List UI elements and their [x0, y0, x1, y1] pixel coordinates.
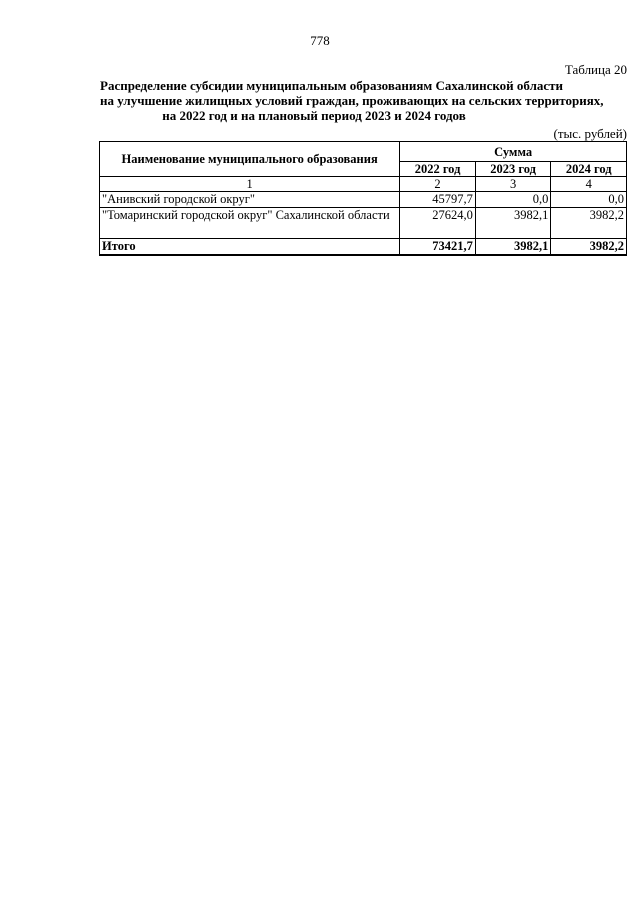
column-index-row	[100, 177, 627, 192]
total-2024: 3982,2	[551, 239, 627, 256]
document-title	[100, 78, 604, 123]
title-line-2: на улучшение жилищных условий граждан, проживающих на сельских территориях,	[100, 93, 604, 108]
amount-2024: 3982,2	[551, 208, 627, 239]
column-index: 2	[400, 177, 476, 192]
total-2022: 73421,7	[400, 239, 476, 256]
header-municipality: Наименование муниципального образования	[100, 142, 400, 177]
header-sum: Сумма	[400, 142, 627, 162]
header-year-2022: 2022 год	[400, 162, 476, 177]
total-label: Итого	[100, 239, 400, 256]
header-year-2024: 2024 год	[551, 162, 627, 177]
amount-2022: 27624,0	[400, 208, 476, 239]
table-label: Таблица 20	[564, 62, 627, 77]
municipality-name: "Анивский городской округ"	[100, 192, 400, 208]
amount-2023: 3982,1	[475, 208, 551, 239]
column-index: 1	[100, 177, 400, 192]
municipality-name: "Томаринский городской округ" Сахалинской области	[100, 208, 400, 239]
column-index: 4	[551, 177, 627, 192]
table-row	[100, 208, 627, 239]
total-2023: 3982,1	[475, 239, 551, 256]
title-line-3: на 2022 год и на плановый период 2023 и 2024 годов	[162, 108, 466, 123]
amount-2022: 45797,7	[400, 192, 476, 208]
column-index: 3	[475, 177, 551, 192]
amount-2023: 0,0	[475, 192, 551, 208]
amount-2024: 0,0	[551, 192, 627, 208]
page-number: 778	[310, 33, 330, 48]
units-label: (тыс. рублей)	[553, 126, 627, 141]
total-row	[100, 239, 627, 256]
subsidy-table	[99, 141, 627, 256]
table-header-row	[100, 142, 627, 162]
title-line-1: Распределение субсидии муниципальным образованиям Сахалинской области	[100, 78, 564, 93]
table-row	[100, 192, 627, 208]
header-year-2023: 2023 год	[475, 162, 551, 177]
